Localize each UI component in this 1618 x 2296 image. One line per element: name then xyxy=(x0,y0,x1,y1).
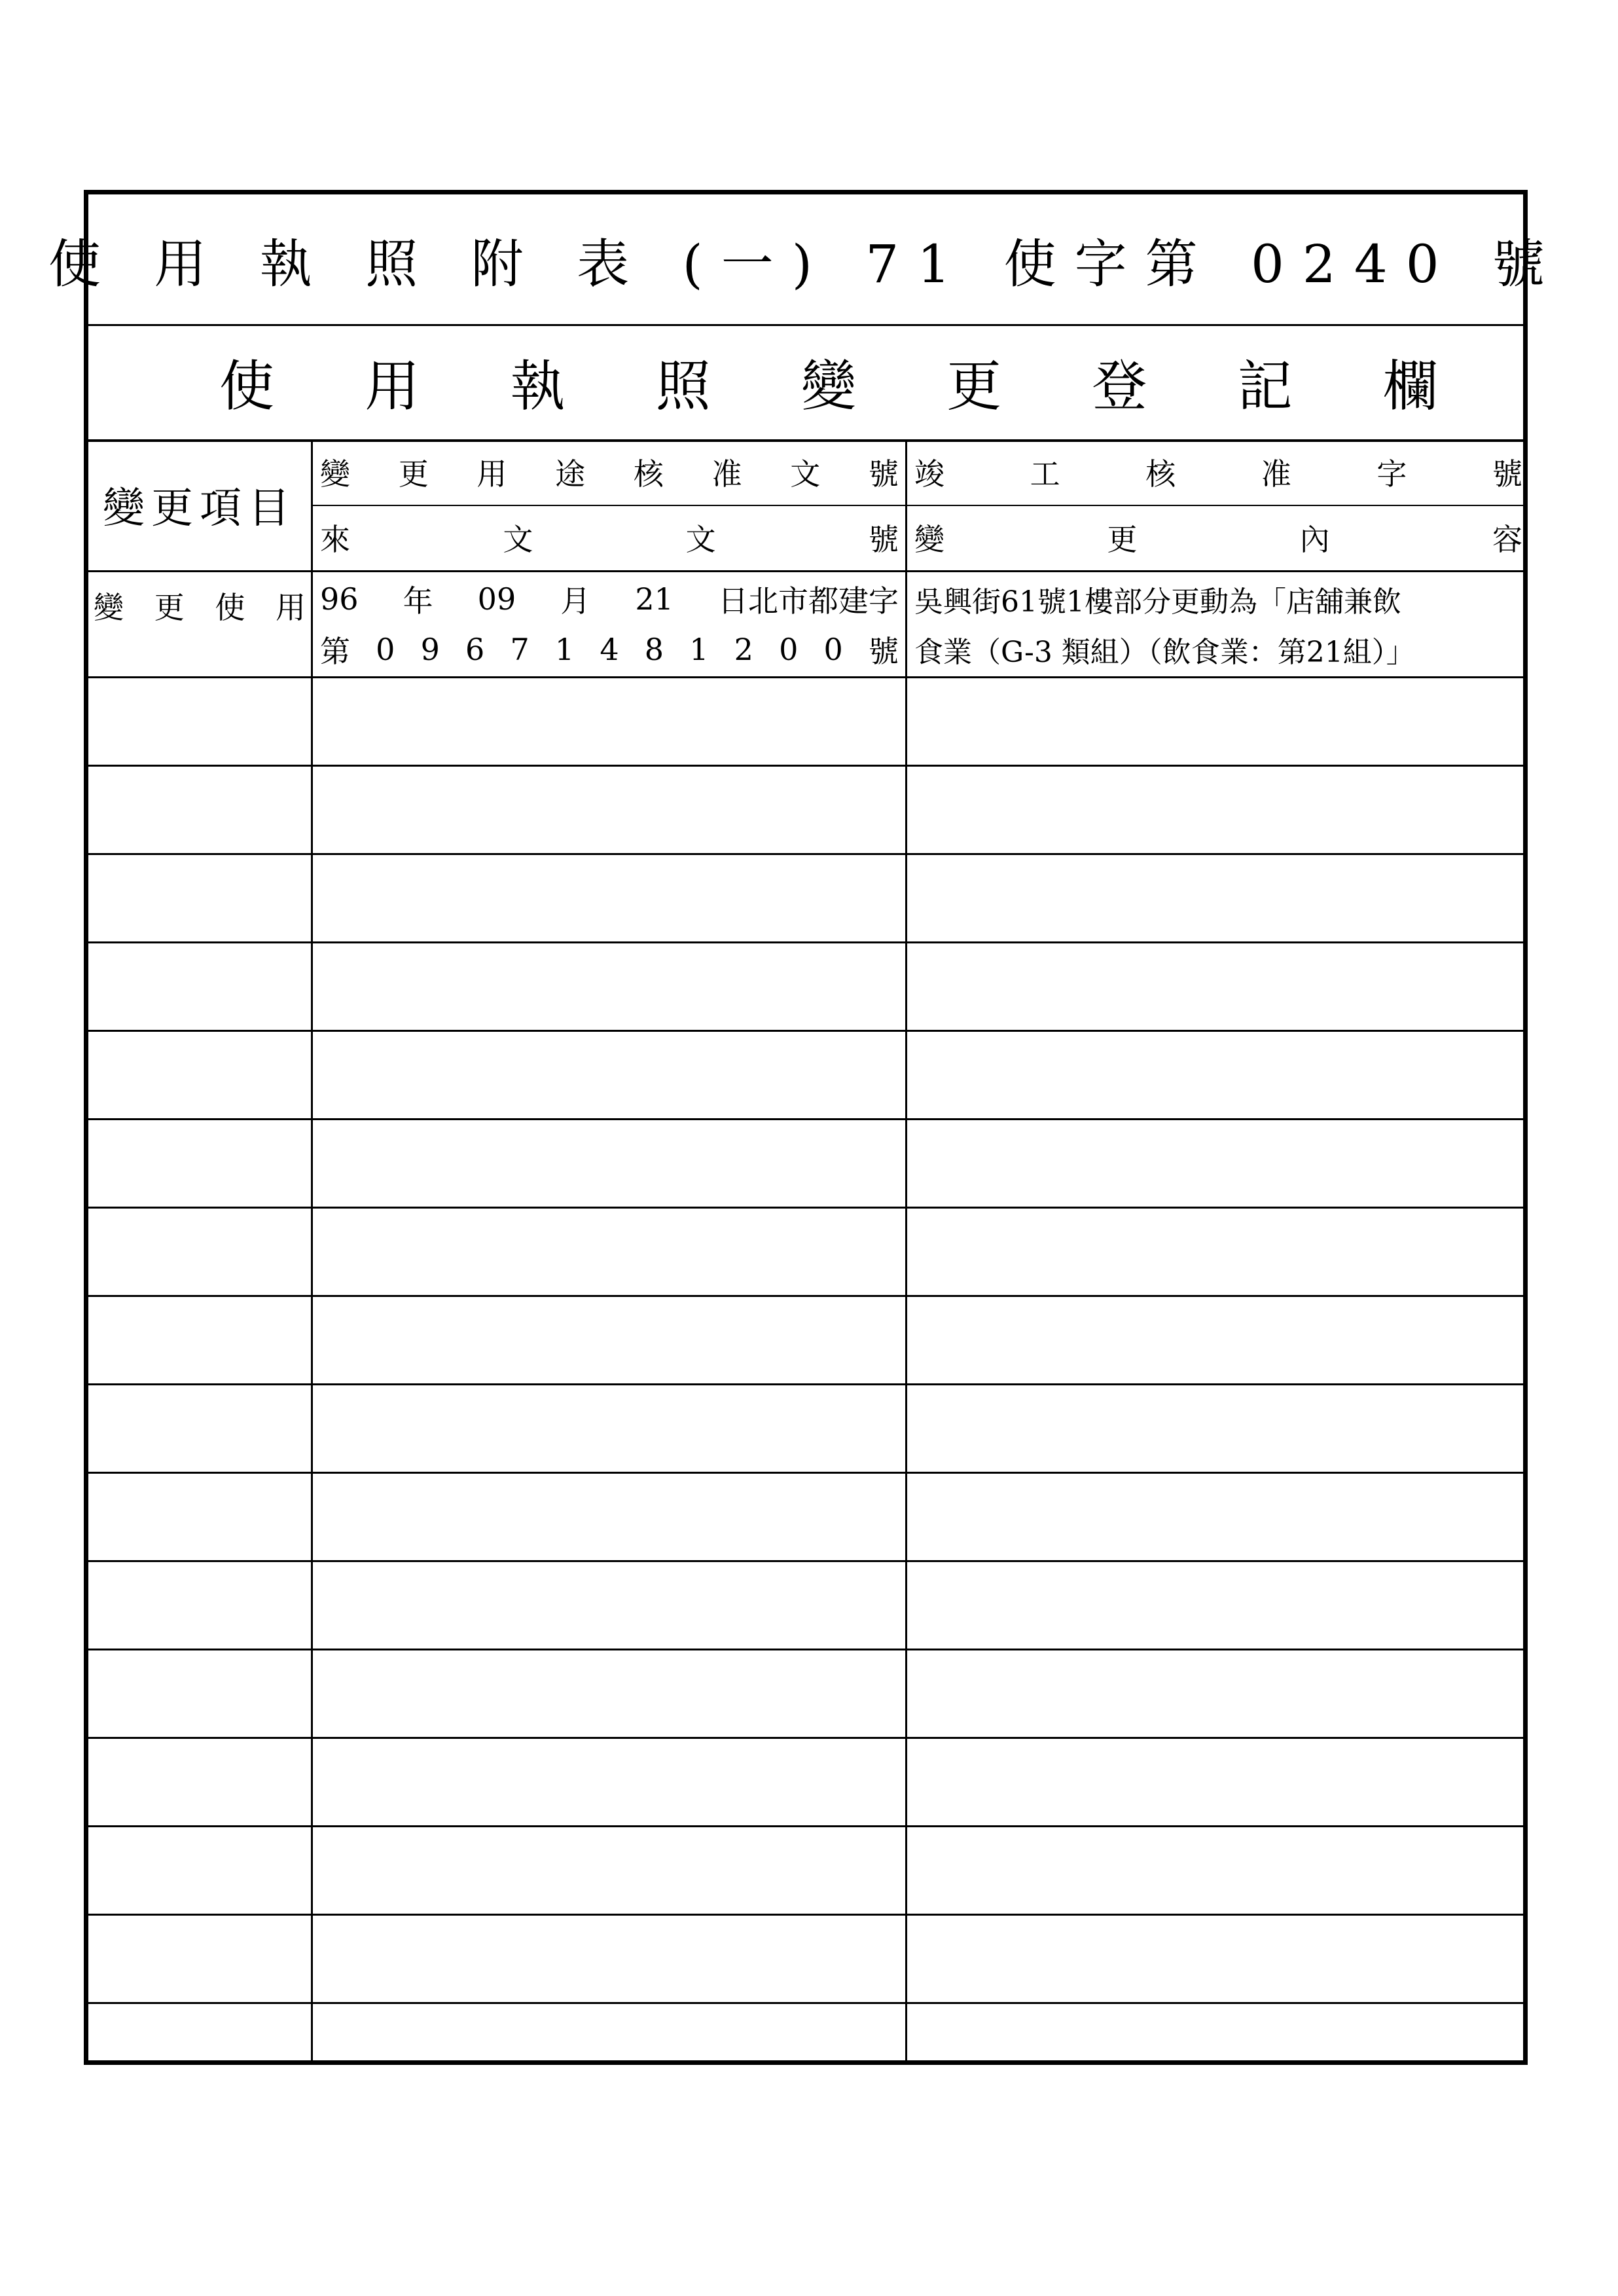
doc-token: 號 xyxy=(868,634,899,669)
doc-token: 2 xyxy=(734,632,753,667)
header-char: 更 xyxy=(398,456,429,492)
row-divider xyxy=(88,1030,1523,1032)
header-char: 核 xyxy=(633,456,664,492)
row-divider xyxy=(88,2002,1523,2004)
header-char: 准 xyxy=(711,456,742,492)
doc-token: 96 xyxy=(320,581,359,617)
header-char: 文 xyxy=(503,522,533,557)
column-divider xyxy=(311,439,313,2060)
row-divider xyxy=(88,1649,1523,1650)
row-divider xyxy=(88,853,1523,855)
header-char: 用 xyxy=(476,456,507,492)
subtitle-char: 記 xyxy=(1237,354,1293,418)
doc-token: 年 xyxy=(403,583,433,619)
header-char: 竣 xyxy=(914,456,944,492)
doc-token: 0 xyxy=(376,632,395,667)
row-doc-line1 xyxy=(315,573,904,625)
registration-form xyxy=(48,190,1564,2065)
row-content-line2: 食業（G-3 類組）（飲食業：第21組）」 xyxy=(914,636,1415,669)
doc-token: 9 xyxy=(420,632,440,667)
subtitle-char: 變 xyxy=(800,354,856,418)
doc-token: 第 xyxy=(320,634,350,669)
doc-token: 09 xyxy=(477,581,516,617)
doc-token: 7 xyxy=(510,632,530,667)
row-divider xyxy=(88,1383,1523,1385)
row-divider xyxy=(88,1560,1523,1562)
subtitle-char: 使 xyxy=(219,354,275,418)
doc-token: 1 xyxy=(554,632,575,667)
doc-token: 0 xyxy=(823,632,843,667)
header-char: 變 xyxy=(320,456,350,492)
header-char: 文 xyxy=(790,456,821,492)
header-char: 字 xyxy=(1376,456,1407,492)
row-divider xyxy=(88,765,1523,767)
subtitle-char: 欄 xyxy=(1382,354,1438,418)
row-item xyxy=(88,573,311,638)
column-divider xyxy=(905,439,907,2060)
header-divider xyxy=(311,505,1523,506)
row-divider xyxy=(88,941,1523,943)
doc-token: 月 xyxy=(560,583,591,619)
column-header-approval-bottom xyxy=(315,505,904,570)
subtitle-char: 照 xyxy=(655,354,711,418)
doc-token: 8 xyxy=(644,632,664,667)
item-char: 變 xyxy=(94,590,124,625)
item-char: 用 xyxy=(275,590,306,625)
row-divider xyxy=(88,1914,1523,1916)
header-char: 途 xyxy=(555,456,586,492)
header-char: 號 xyxy=(868,522,899,557)
header-char: 文 xyxy=(685,522,716,557)
subtitle-char: 更 xyxy=(946,354,1002,418)
column-header-approval-top xyxy=(315,439,904,505)
column-header-completion-bottom xyxy=(909,505,1528,570)
doc-token: 6 xyxy=(465,632,485,667)
doc-token: 日北市都建字 xyxy=(717,583,899,619)
header-char: 容 xyxy=(1492,522,1522,557)
doc-token: 4 xyxy=(600,632,619,667)
column-header-completion-top xyxy=(909,439,1528,505)
column-header-item: 變更項目 xyxy=(88,439,311,572)
row-divider xyxy=(88,1472,1523,1474)
header-char: 核 xyxy=(1145,456,1176,492)
doc-token: 21 xyxy=(635,581,674,617)
row-doc-line2 xyxy=(315,625,904,674)
row-divider xyxy=(88,1825,1523,1827)
doc-token: 0 xyxy=(779,632,799,667)
row-divider xyxy=(88,1295,1523,1297)
item-char: 更 xyxy=(154,590,185,625)
row-divider xyxy=(88,1737,1523,1739)
row-divider xyxy=(88,1207,1523,1209)
item-char: 使 xyxy=(215,590,245,625)
header-char: 號 xyxy=(868,456,899,492)
title-row xyxy=(48,194,1564,326)
subtitle-char: 執 xyxy=(510,354,566,418)
page-title: 使 用 執 照 附 表 (一) 71 使字第 0240 號 xyxy=(48,233,1564,295)
subtitle xyxy=(88,342,1523,422)
header-char: 更 xyxy=(1107,522,1138,557)
header-char: 來 xyxy=(320,522,350,557)
subtitle-row xyxy=(88,324,1523,442)
header-char: 工 xyxy=(1030,456,1060,492)
row-divider xyxy=(88,1118,1523,1120)
row-divider xyxy=(88,676,1523,678)
header-char: 准 xyxy=(1261,456,1291,492)
row-content-line1: 吳興街61號1樓部分更動為「店舖兼飲 xyxy=(914,585,1401,619)
subtitle-char: 登 xyxy=(1092,354,1147,418)
doc-token: 1 xyxy=(689,632,709,667)
header-char: 號 xyxy=(1492,456,1522,492)
subtitle-char: 用 xyxy=(365,354,420,418)
header-divider xyxy=(88,570,1523,572)
header-char: 內 xyxy=(1299,522,1330,557)
header-char: 變 xyxy=(914,522,944,557)
